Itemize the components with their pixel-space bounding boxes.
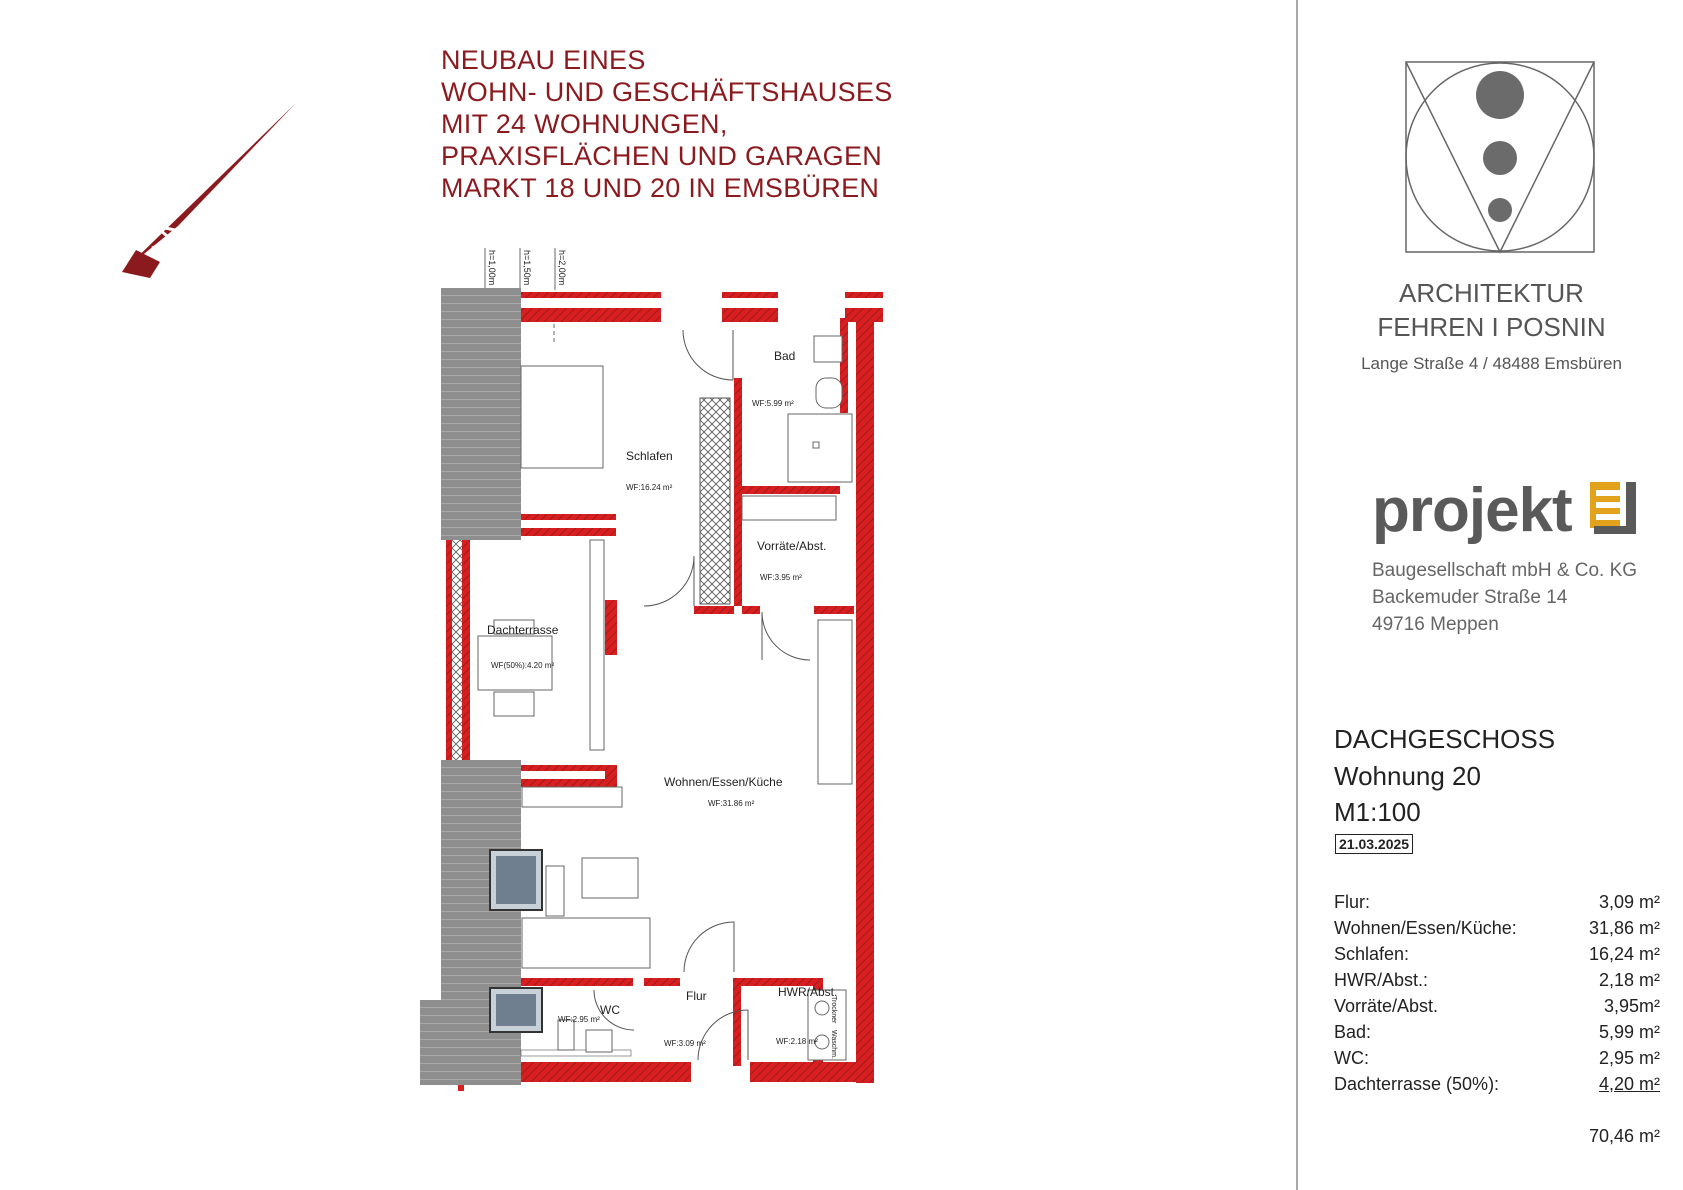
company-name: Baugesellschaft mbH & Co. KG <box>1372 560 1638 581</box>
title-line: MARKT 18 UND 20 IN EMSBÜREN <box>441 173 880 203</box>
architect-address: Lange Straße 4 / 48488 Emsbüren <box>1361 354 1622 373</box>
company-street: Backemuder Straße 14 <box>1372 587 1568 608</box>
room-name: HWR/Abst. <box>778 985 838 999</box>
terrace-furniture <box>478 540 604 750</box>
area-value: 3,09 m² <box>1598 892 1660 912</box>
area-value: 31,86 m² <box>1588 918 1660 938</box>
height-label: h=1,00m <box>487 250 497 286</box>
room-name: Bad <box>774 349 796 363</box>
area-label: HWR/Abst.: <box>1334 970 1429 990</box>
area-value: 4,20 m² <box>1598 1074 1660 1094</box>
height-label: h=2,00m <box>557 250 567 286</box>
area-row <box>1334 1048 1660 1072</box>
room-area: WF:3.95 m² <box>760 573 802 582</box>
company-logo-text: projekt <box>1372 476 1572 545</box>
vertical-divider <box>1296 0 1298 1190</box>
area-value: 3,95m² <box>1603 996 1660 1016</box>
drawing-unit: Wohnung 20 <box>1334 761 1481 791</box>
room-name: Dachterrasse <box>487 623 559 637</box>
laundry-appliances <box>808 990 846 1060</box>
appliance-label: Waschm. <box>830 1030 837 1059</box>
area-row <box>1334 918 1660 942</box>
area-label: Vorräte/Abst. <box>1334 996 1439 1016</box>
area-label: Schlafen: <box>1334 944 1410 964</box>
company-logo-icon <box>1590 482 1642 534</box>
area-row <box>1334 1022 1660 1046</box>
area-label: Dachterrasse (50%): <box>1334 1074 1500 1094</box>
title-line: MIT 24 WOHNUNGEN, <box>441 109 728 139</box>
area-row <box>1334 892 1660 916</box>
area-row <box>1334 970 1660 994</box>
room-area: WF:5.99 m² <box>752 399 794 408</box>
room-name: WC <box>600 1003 620 1017</box>
architect-name-line: FEHREN I POSNIN <box>1377 312 1606 342</box>
architect-logo-icon <box>1404 60 1598 256</box>
area-label: Wohnen/Essen/Küche: <box>1334 918 1517 938</box>
drawing-scale: M1:100 <box>1334 797 1421 827</box>
height-label: h=1,50m <box>522 250 532 286</box>
area-row <box>1334 1074 1660 1098</box>
title-line: NEUBAU EINES <box>441 45 646 75</box>
room-area: WF:16.24 m² <box>626 483 673 492</box>
area-label: Bad: <box>1334 1022 1372 1042</box>
area-total: 70,46 m² <box>1588 1126 1660 1146</box>
room-name: Wohnen/Essen/Küche <box>664 775 783 789</box>
area-total-row <box>1334 1126 1660 1150</box>
room-area: WF:31.86 m² <box>708 799 755 808</box>
roof-slab <box>441 288 521 540</box>
area-row <box>1334 996 1660 1020</box>
area-value: 2,95 m² <box>1598 1048 1660 1068</box>
area-value: 16,24 m² <box>1588 944 1660 964</box>
drawing-date: 21.03.2025 <box>1335 834 1413 854</box>
room-name: Vorräte/Abst. <box>757 539 827 553</box>
area-row <box>1334 944 1660 968</box>
room-area: WF:2.95 m² <box>558 1015 600 1024</box>
roof-slab <box>420 1000 466 1085</box>
appliance-label: Trockner <box>830 996 837 1024</box>
room-area: WF:3.09 m² <box>664 1039 706 1048</box>
room-name: Flur <box>686 989 707 1003</box>
title-line: PRAXISFLÄCHEN UND GARAGEN <box>441 141 883 171</box>
area-value: 5,99 m² <box>1598 1022 1660 1042</box>
architect-name-line: ARCHITEKTUR <box>1399 278 1584 308</box>
area-label: Flur: <box>1334 892 1370 912</box>
title-line: WOHN- UND GESCHÄFTSHAUSES <box>441 77 893 107</box>
room-area: WF:2.18 m² <box>776 1037 818 1046</box>
room-name: Schlafen <box>626 449 673 463</box>
area-value: 2,18 m² <box>1598 970 1660 990</box>
company-city: 49716 Meppen <box>1372 614 1499 635</box>
wardrobe <box>700 398 730 604</box>
north-arrow-icon <box>122 103 296 278</box>
bed <box>521 366 603 468</box>
area-label: WC: <box>1334 1048 1369 1068</box>
drawing-level: DACHGESCHOSS <box>1334 724 1556 754</box>
room-area: WF(50%):4.20 m² <box>491 661 555 670</box>
